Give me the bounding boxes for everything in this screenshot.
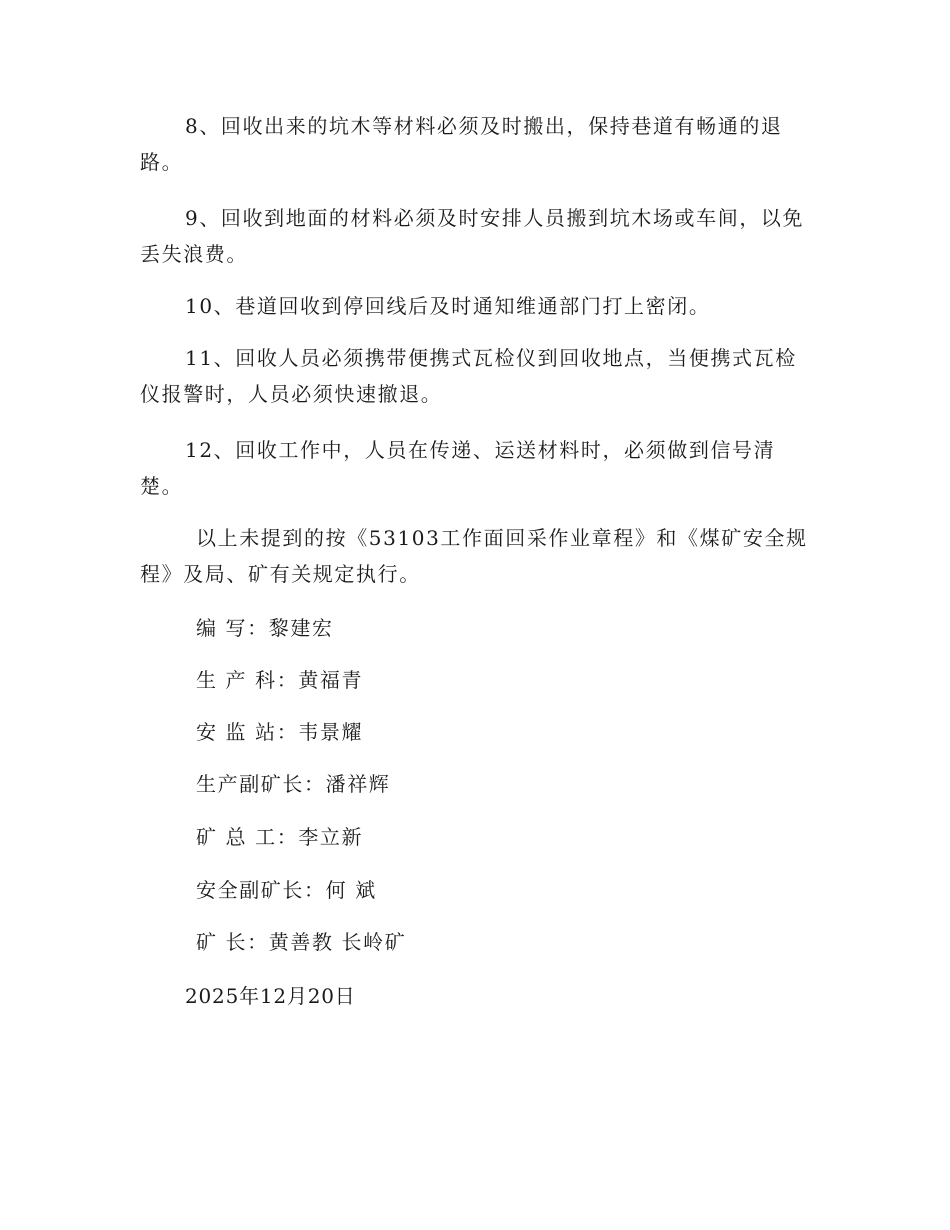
clause-12-line-1: 12、回收工作中，人员在传递、运送材料时，必须做到信号清 [185, 438, 776, 462]
signature-chief-engineer: 矿 总 工：李立新 [196, 825, 364, 849]
clause-11 [140, 340, 812, 412]
clause-11-line-2: 仪报警时，人员必须快速撤退。 [140, 382, 443, 406]
clause-10-line-1: 10、巷道回收到停回线后及时通知维通部门打上密闭。 [185, 294, 711, 318]
document-date: 2025年12月20日 [185, 984, 356, 1008]
clause-8-line-1: 8、回收出来的坑木等材料必须及时搬出，保持巷道有畅通的退 [185, 114, 783, 138]
clause-10 [140, 288, 812, 324]
closing-line-1: 以上未提到的按《53103工作面回采作业章程》和《煤矿安全规 [196, 526, 808, 550]
closing-paragraph [140, 520, 812, 592]
signature-mine-director: 矿 长：黄善教 长岭矿 [196, 930, 407, 954]
clause-9 [140, 200, 812, 272]
clause-12-line-2: 楚。 [140, 474, 184, 498]
clause-11-line-1: 11、回收人员必须携带便携式瓦检仪到回收地点，当便携式瓦检 [185, 346, 797, 370]
clause-9-line-1: 9、回收到地面的材料必须及时安排人员搬到坑木场或车间，以免 [185, 206, 805, 230]
clause-8-line-2: 路。 [140, 150, 184, 174]
signature-production-dept: 生 产 科：黄福青 [196, 668, 364, 692]
clause-8 [140, 108, 812, 180]
clause-9-line-2: 丢失浪费。 [140, 242, 248, 266]
signature-writer: 编 写：黎建宏 [196, 616, 334, 640]
signature-safety-station: 安 监 站：韦景耀 [196, 720, 364, 744]
signature-deputy-safety: 安全副矿长：何 斌 [196, 878, 377, 902]
signature-deputy-production: 生产副矿长：潘祥辉 [196, 772, 391, 796]
clause-12 [140, 432, 812, 504]
closing-line-2: 程》及局、矿有关规定执行。 [140, 562, 421, 586]
